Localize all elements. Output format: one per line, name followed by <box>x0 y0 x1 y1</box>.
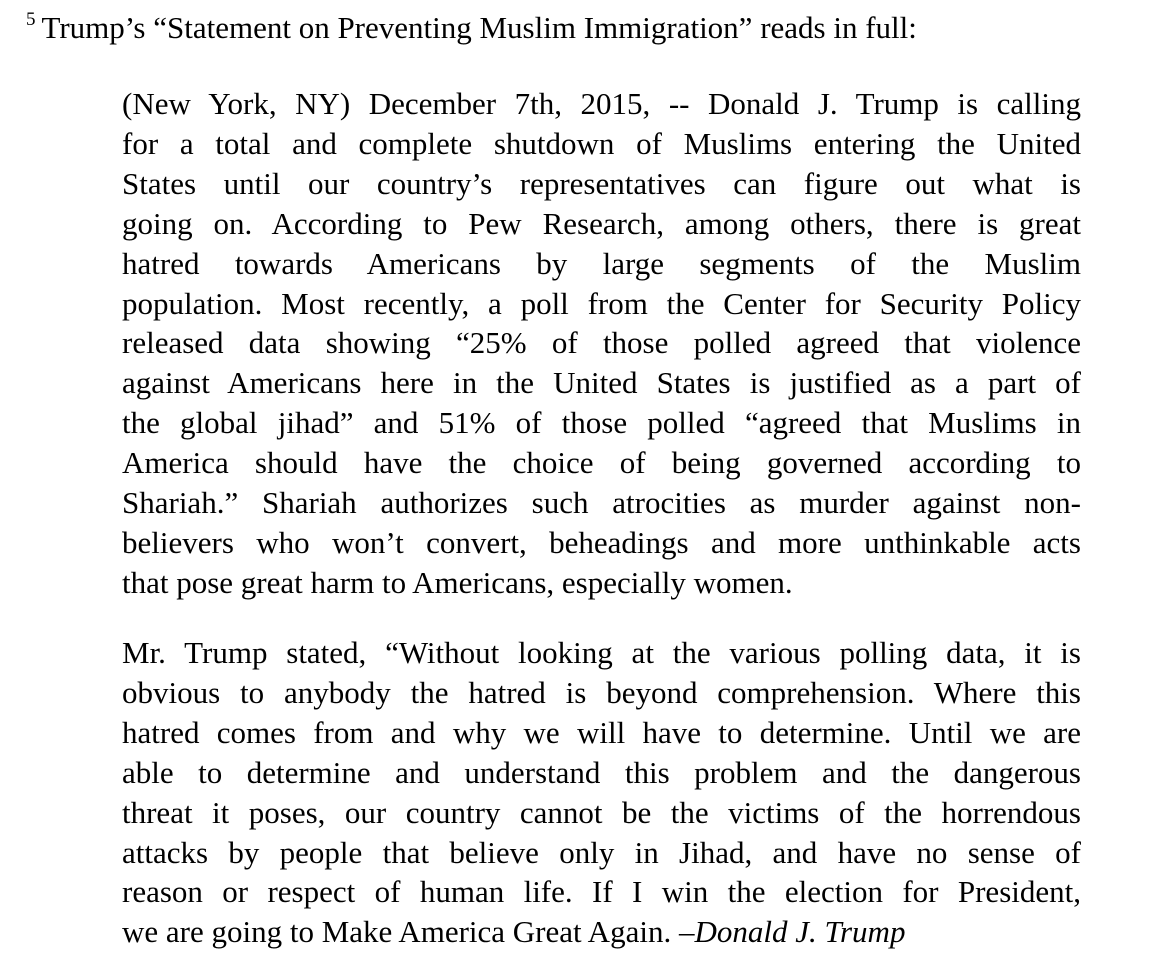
quote-line: (New York, NY) December 7th, 2015, -- Donald J. Trump is calling <box>122 86 1081 121</box>
quote-line: hatred comes from and why we will have to determine. Until we are <box>122 714 1081 750</box>
quote-final-line <box>122 912 1081 952</box>
quote-line: States until our country’s representatives can figure out what is <box>122 165 1081 201</box>
quote-line: reason or respect of human life. If I win the election for President, <box>122 874 1081 910</box>
quote-line: obvious to anybody the hatred is beyond comprehension. Where this <box>122 674 1081 710</box>
quote-line: going on. According to Pew Research, among others, there is great <box>122 205 1081 241</box>
quote-line: attacks by people that believe only in Jihad, and have no sense of <box>122 834 1081 870</box>
quote-line: population. Most recently, a poll from the Center for Security Policy <box>122 285 1081 321</box>
quote-line: released data showing “25% of those polled agreed that violence <box>122 325 1081 361</box>
footnote-marker: 5 <box>26 8 36 30</box>
quote-line: hatred towards Americans by large segments of the Muslim <box>122 245 1081 281</box>
quote-line: America should have the choice of being governed according to <box>122 445 1081 481</box>
quote-line: Mr. Trump stated, “Without looking at the various polling data, it is <box>122 635 1081 670</box>
quote-line: Shariah.” Shariah authorizes such atrocities as murder against non- <box>122 485 1081 521</box>
quote-line: believers who won’t convert, beheadings and more unthinkable acts <box>122 524 1081 560</box>
quote-line: that pose great harm to Americans, especially women. <box>122 564 793 600</box>
signature: –Donald J. Trump <box>671 914 906 950</box>
quote-line: able to determine and understand this problem and the dangerous <box>122 754 1081 790</box>
quote-line: the global jihad” and 51% of those polled “agreed that Muslims in <box>122 405 1081 441</box>
footnote-heading <box>26 8 1136 48</box>
footnote-intro-text: Trump’s “Statement on Preventing Muslim Immigration” reads in full: <box>41 10 917 45</box>
quote-line: threat it poses, our country cannot be the victims of the horrendous <box>122 794 1081 830</box>
quote-line: against Americans here in the United States is justified as a part of <box>122 365 1081 401</box>
quote-paragraph-1 <box>122 84 1081 603</box>
quote-final-text: we are going to Make America Great Again. <box>122 914 672 950</box>
quote-line: for a total and complete shutdown of Muslims entering the United <box>122 125 1081 161</box>
quote-paragraph-2 <box>122 633 1081 952</box>
